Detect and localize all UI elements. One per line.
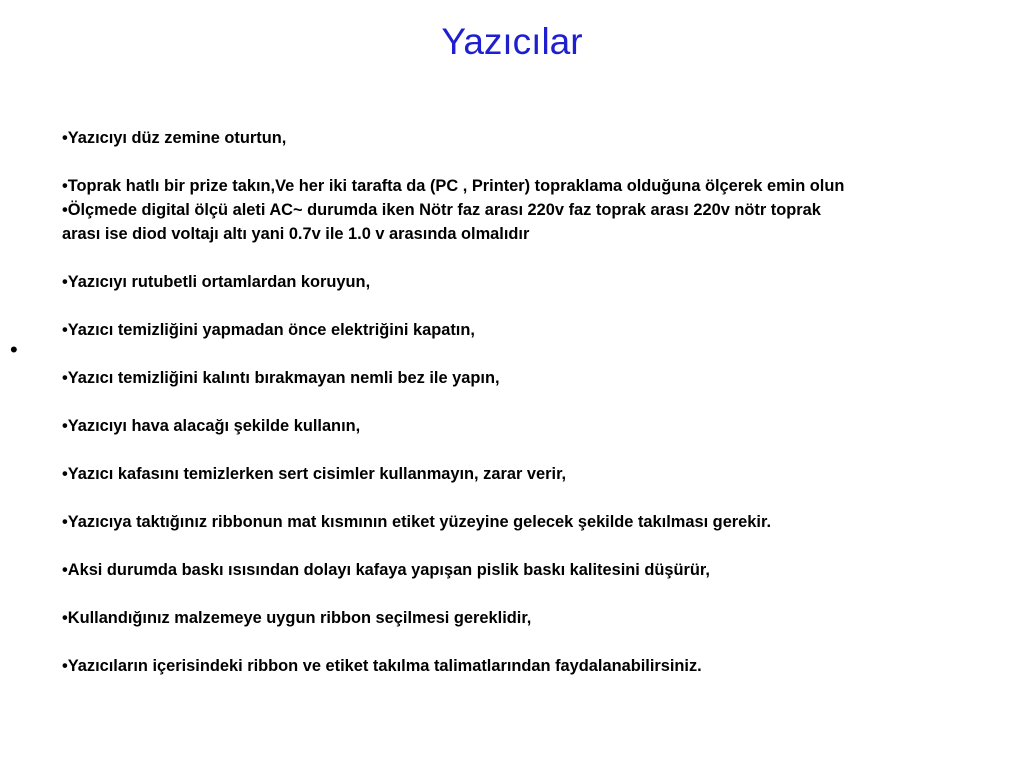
spacer bbox=[62, 582, 1017, 606]
spacer bbox=[62, 390, 1017, 414]
bullet-line-8: •Yazıcı kafasını temizlerken sert cisimler kullanmayın, zarar verir, bbox=[62, 465, 567, 483]
spacer bbox=[62, 486, 1017, 510]
bullet-line-9: •Yazıcıya taktığınız ribbonun mat kısmının etiket yüzeyine gelecek şekilde takılması gerekir. bbox=[62, 513, 771, 531]
spacer bbox=[62, 630, 1017, 654]
bullet-line-5: •Yazıcı temizliğini yapmadan önce elektriğini kapatın, bbox=[62, 321, 475, 339]
bullet-line-12: •Yazıcıların içerisindeki ribbon ve etiket takılma talimatlarından faydalanabilirsiniz. bbox=[62, 657, 702, 675]
spacer bbox=[62, 534, 1017, 558]
bullet-line-3-continued: arası ise diod voltajı altı yani 0.7v ile 1.0 v arasında olmalıdır bbox=[62, 225, 530, 243]
bullet-line-4: •Yazıcıyı rutubetli ortamlardan koruyun, bbox=[62, 273, 371, 291]
spacer bbox=[62, 294, 1017, 318]
spacer bbox=[62, 246, 1017, 270]
bullet-line-1: •Yazıcıyı düz zemine oturtun, bbox=[62, 129, 287, 147]
spacer bbox=[62, 150, 1017, 174]
bullet-line-2: •Toprak hatlı bir prize takın,Ve her iki tarafta da (PC , Printer) topraklama olduğuna ölçerek emin olun bbox=[62, 177, 845, 195]
spacer bbox=[62, 438, 1017, 462]
bullet-line-11: •Kullandığınız malzemeye uygun ribbon seçilmesi gereklidir, bbox=[62, 609, 532, 627]
bullet-line-7: •Yazıcıyı hava alacağı şekilde kullanın, bbox=[62, 417, 361, 435]
bullet-line-6: •Yazıcı temizliğini kalıntı bırakmayan nemli bez ile yapın, bbox=[62, 369, 500, 387]
outer-bullet: • bbox=[10, 337, 18, 362]
spacer bbox=[62, 342, 1017, 366]
bullet-list bbox=[62, 126, 1017, 678]
slide-title: Yazıcılar bbox=[441, 21, 583, 62]
bullet-line-3: •Ölçmede digital ölçü aleti AC~ durumda iken Nötr faz arası 220v faz toprak arası 220v nötr toprak bbox=[62, 201, 821, 219]
bullet-line-10: •Aksi durumda baskı ısısından dolayı kafaya yapışan pislik baskı kalitesini düşürür, bbox=[62, 561, 710, 579]
